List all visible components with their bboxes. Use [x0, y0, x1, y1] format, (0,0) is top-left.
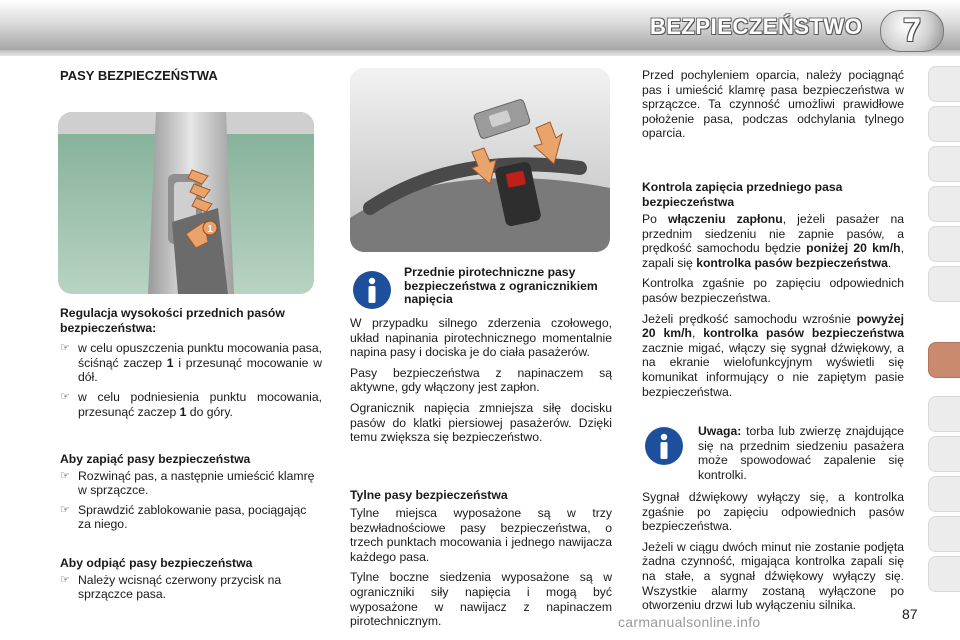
- seat-buckle-photo: [350, 68, 610, 252]
- list-item-text: Rozwinąć pas, a następnie umieścić klamrę w sprzączce.: [78, 468, 315, 498]
- bullet-icon: ☞: [60, 573, 70, 586]
- belt-warning-heading: Kontrola zapięcia przedniego pasa bezpieczeństwa: [642, 180, 843, 209]
- bullet-icon: ☞: [60, 469, 70, 482]
- bullet-icon: ☞: [60, 390, 70, 403]
- list-item-text: Należy wcisnąć czerwony przycisk na sprzączce pasa.: [78, 572, 282, 602]
- paragraph: Pasy bezpieczeństwa z napinaczem są aktywne, gdy włączony jest zapłon.: [350, 365, 612, 395]
- left-column-unfasten: [60, 556, 322, 607]
- section-title: PASY BEZPIECZEŃSTWA: [60, 68, 218, 83]
- middle-column-rear: [350, 506, 612, 635]
- chapter-tab[interactable]: [928, 146, 960, 182]
- watermark: carmanualsonline.info: [618, 614, 761, 630]
- rear-belts-heading: Tylne pasy bezpieczeństwa: [350, 488, 508, 502]
- unfasten-heading: Aby odpiąć pasy bezpieczeństwa: [60, 556, 253, 570]
- right-column-warning: [642, 212, 904, 405]
- paragraph: Przed pochyleniem oparcia, należy pociągnąć pas i umieścić klamrę pasa bezpieczeństwa w sprzączce. Ta czynność umożliwi prawidłowe położenie pasa, podczas odchylania tylnego oparcia.: [642, 68, 904, 141]
- list-item-text: w celu opuszczenia punktu mocowania pasa, ściśnąć zaczep: [78, 341, 322, 370]
- paragraph: Ogranicznik napięcia zmniejsza siłę docisku pasów do klatki piersiowej pasażerów. Dzięki temu zwiększa się bezpieczeństwo.: [350, 400, 612, 445]
- height-adjust-heading: Regulacja wysokości przednich pasów bezpieczeństwa:: [60, 306, 285, 335]
- paragraph: Tylne miejsca wyposażone są w trzy bezwładnościowe pasy bezpieczeństwa, o trzech punktach mocowania i jednego nawijacza każdego pasa.: [350, 506, 612, 564]
- chapter-tab[interactable]: [928, 476, 960, 512]
- list-item: [60, 341, 322, 385]
- belt-height-adjuster-illustration: [58, 112, 314, 294]
- chapter-title: BEZPIECZEŃSTWO: [650, 14, 863, 39]
- paragraph: Jeżeli w ciągu dwóch minut nie zostanie podjęta żadna czynność, migająca kontrolka zapali się na stałe, a sygnał dźwiękowy wyłączy się. Wszystkie alarmy zostaną wyłączone po otworzeniu drzwi lub wyłączeniu silnika.: [642, 539, 904, 613]
- list-item-ref: 1: [179, 404, 187, 419]
- callout-1-label: 1: [207, 224, 213, 235]
- paragraph: Sygnał dźwiękowy wyłączy się, a kontrolka zgaśnie po zapięciu odpowiednich pasów bezpieczeństwa.: [642, 490, 904, 534]
- chapter-number: 7: [903, 12, 921, 48]
- paragraph: Kontrolka zgaśnie po zapięciu odpowiednich pasów bezpieczeństwa.: [642, 276, 904, 305]
- note-label: Uwaga:: [698, 424, 742, 438]
- list-item-text: do góry.: [186, 404, 233, 419]
- chapter-tab[interactable]: [928, 396, 960, 432]
- list-item: [60, 469, 322, 498]
- chapter-badge: [880, 10, 944, 52]
- chapter-tabs: [928, 66, 960, 626]
- list-item: [60, 390, 322, 419]
- chapter-tab[interactable]: [928, 516, 960, 552]
- paragraph: Po włączeniu zapłonu, jeżeli pasażer na przednim siedzeniu nie zapnie pasów, a prędkość samochodu będzie poniżej 20 km/h, zapali się kontrolka pasów bezpieczeństwa.: [642, 212, 905, 270]
- list-item: [60, 503, 322, 532]
- list-item-ref: 1: [166, 355, 174, 370]
- fasten-heading: Aby zapiąć pasy bezpieczeństwa: [60, 452, 251, 466]
- note-text: torba lub zwierzę znajdujące się na przednim siedzeniu pasażera może spowodować zapalenie się kontrolki.: [698, 424, 904, 482]
- list-item: [60, 573, 322, 602]
- list-item-text: w celu podniesienia punktu mocowania, przesunąć zaczep: [78, 389, 322, 419]
- chapter-tab[interactable]: [928, 106, 960, 142]
- bullet-icon: ☞: [60, 342, 70, 355]
- chapter-tab[interactable]: [928, 226, 960, 262]
- chapter-tab[interactable]: [928, 66, 960, 102]
- note-box: [698, 424, 904, 482]
- info-icon: [644, 426, 684, 466]
- paragraph: Tylne boczne siedzenia wyposażone są w ograniczniki siły napięcia i mogą być wyposażone w nawijacz z napinaczem pirotechnicznym.: [350, 570, 612, 629]
- info-icon: [352, 270, 392, 310]
- list-item-text: i przesunąć mocowanie w dół.: [78, 355, 322, 385]
- pyrotechnic-info-heading: Przednie pirotechniczne pasy bezpieczeństwa z ogranicznikiem napięcia: [404, 265, 598, 307]
- chapter-tab[interactable]: [928, 556, 960, 592]
- left-column: [60, 306, 322, 424]
- seat-buckle-illustration: [350, 68, 610, 252]
- list-item-text: Sprawdzić zablokowanie pasa, pociągając za niego.: [78, 502, 307, 532]
- paragraph: Jeżeli prędkość samochodu wzrośnie powyżej 20 km/h, kontrolka pasów bezpieczeństwa zacznie migać, włączy się sygnał dźwiękowy, a na ekranie wielofunkcyjnym wyświetli się komunikat informujący o nie zapiętym pasie bezpieczeństwa.: [642, 311, 904, 399]
- left-column-fasten: [60, 452, 322, 537]
- right-column-intro: [642, 68, 904, 147]
- middle-column: [350, 316, 612, 451]
- chapter-tab-active[interactable]: [928, 342, 960, 378]
- paragraph: W przypadku silnego zderzenia czołowego, układ napinania pirotechnicznego momentalnie napina pasy i dociska je do ciała pasażerów.: [350, 316, 612, 360]
- belt-height-adjuster-photo: [58, 112, 314, 294]
- bullet-icon: ☞: [60, 503, 70, 516]
- chapter-tab[interactable]: [928, 186, 960, 222]
- chapter-tab[interactable]: [928, 266, 960, 302]
- chapter-tab[interactable]: [928, 436, 960, 472]
- right-column-end: [642, 490, 904, 619]
- page-number: 87: [902, 606, 918, 622]
